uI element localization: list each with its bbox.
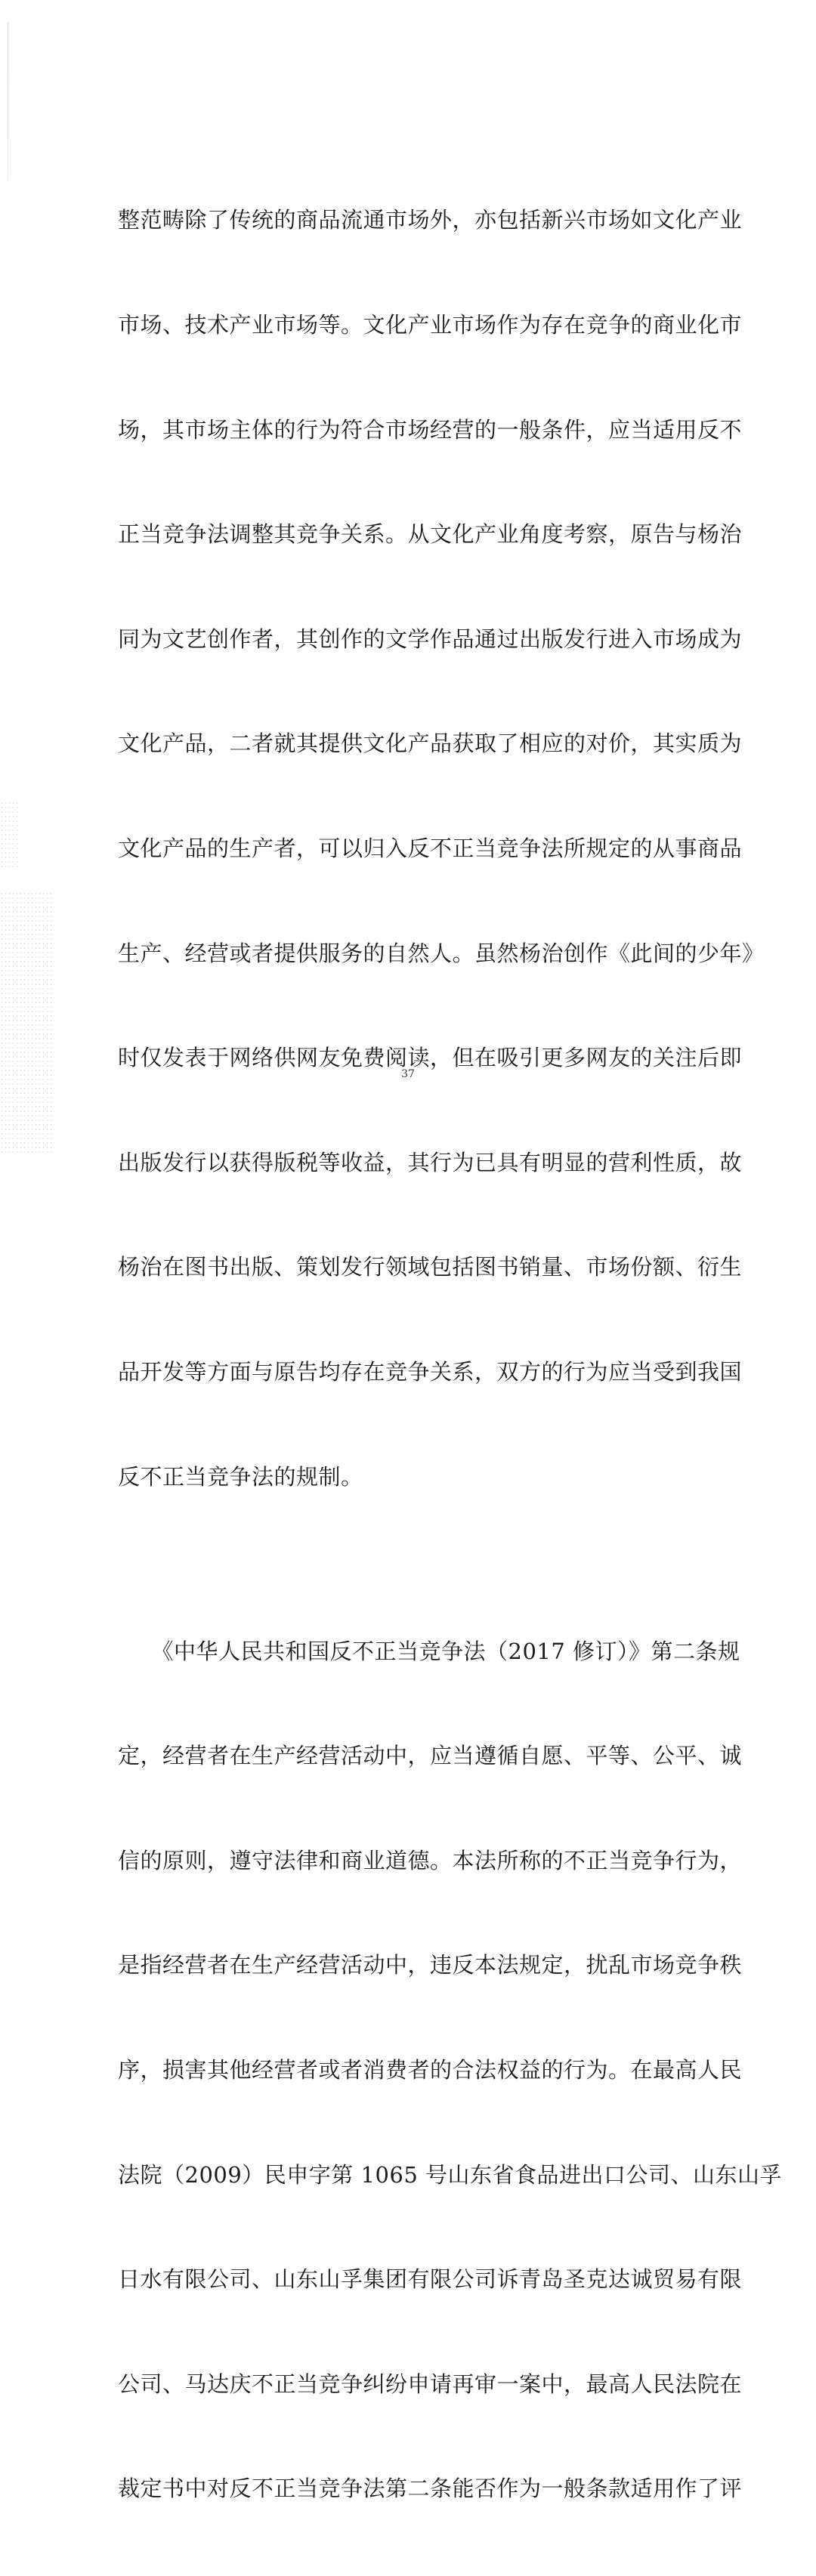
text-line: 日水有限公司、山东山孚集团有限公司诉青岛圣克达诚贸易有限: [118, 2266, 743, 2293]
paragraph-2: [118, 1564, 783, 2576]
scan-speckle-artifact: [0, 801, 18, 869]
text-line: 时仅发表于网络供网友免费阅读，但在吸引更多网友的关注后即: [118, 1045, 743, 1071]
page-number: 37: [401, 1068, 415, 1080]
text-line: 整范畴除了传统的商品流通市场外，亦包括新兴市场如文化产业: [118, 207, 743, 233]
text-line: 定，经营者在生产经营活动中，应当遵循自愿、平等、公平、诚: [118, 1743, 743, 1769]
text-line: 文化产品，二者就其提供文化产品获取了相应的对价，其实质为: [118, 730, 743, 757]
body-text: [118, 133, 783, 2576]
paragraph-1: [118, 133, 765, 1564]
text-line: 《中华人民共和国反不正当竞争法（2017 修订）》第二条规: [118, 1638, 740, 1664]
text-line: 裁定书中对反不正当竞争法第二条能否作为一般条款适用作了评: [118, 2476, 743, 2502]
text-line: 杨治在图书出版、策划发行领域包括图书销量、市场份额、衍生: [118, 1254, 743, 1280]
text-line: 出版发行以获得版税等收益，其行为已具有明显的营利性质，故: [118, 1149, 743, 1175]
text-line: 反不正当竞争法的规制。: [118, 1463, 363, 1490]
text-line: 公司、马达庆不正当竞争纠纷申请再审一案中，最高人民法院在: [118, 2371, 743, 2397]
text-line: 正当竞争法调整其竞争关系。从文化产业角度考察，原告与杨治: [118, 521, 743, 548]
text-line: 场，其市场主体的行为符合市场经营的一般条件，应当适用反不: [118, 416, 743, 443]
scan-speckle-artifact: [0, 891, 54, 1155]
text-line: 是指经营者在生产经营活动中，违反本法规定，扰乱市场竞争秩: [118, 1952, 743, 1978]
text-line: 法院（2009）民申字第 1065 号山东省食品进出口公司、山东山孚: [118, 2161, 783, 2188]
text-line: 信的原则，遵守法律和商业道德。本法所称的不正当竞争行为，: [118, 1847, 743, 1873]
text-line: 同为文艺创作者，其创作的文学作品通过出版发行进入市场成为: [118, 625, 743, 652]
text-line: 品开发等方面与原告均存在竞争关系，双方的行为应当受到我国: [118, 1358, 743, 1385]
text-line: 序，损害其他经营者或者消费者的合法权益的行为。在最高人民: [118, 2056, 743, 2083]
text-line: 生产、经营或者提供服务的自然人。虽然杨治创作《此间的少年》: [118, 940, 765, 966]
text-line: 文化产品的生产者，可以归入反不正当竞争法所规定的从事商品: [118, 835, 743, 861]
text-line: 市场、技术产业市场等。文化产业市场作为存在竞争的商业化市: [118, 312, 743, 338]
